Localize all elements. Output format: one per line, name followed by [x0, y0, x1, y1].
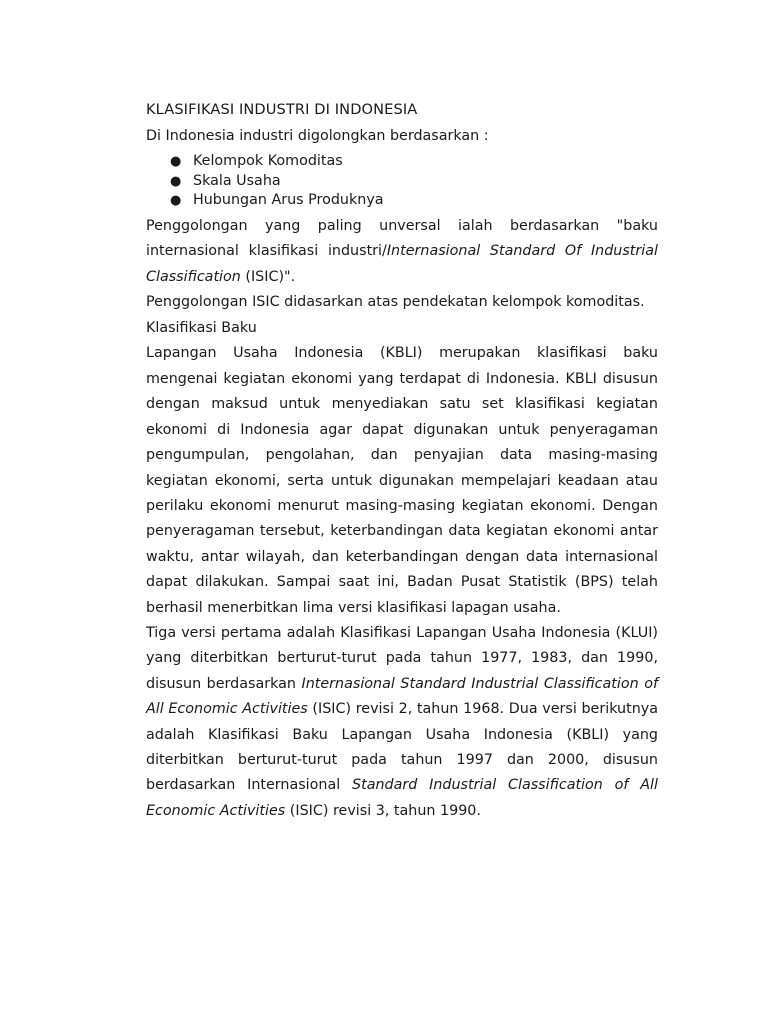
- paragraph-isic-tail: (ISIC)".: [240, 268, 296, 285]
- bullet-icon: ●: [170, 154, 182, 169]
- classification-bullet-list: [146, 152, 658, 211]
- intro-text: Di Indonesia industri digolongkan berdasarkan :: [146, 128, 489, 144]
- bullet-item-label: Skala Usaha: [193, 172, 281, 189]
- paragraph-versions-tail: (ISIC) revisi 3, tahun 1990.: [285, 802, 481, 819]
- bullet-item: [170, 172, 658, 192]
- paragraph-versions-italic: Internasional Standard Industrial Classification of All Economic Activities: [146, 675, 658, 718]
- bullet-item: [170, 152, 658, 172]
- paragraph-isic-definition: [146, 214, 658, 291]
- paragraph-kbli-description: Lapangan Usaha Indonesia (KBLI) merupakan klasifikasi baku mengenai kegiatan ekonomi yang terdapat di Indonesia. KBLI disusun dengan maksud untuk menyediakan satu set klasifikasi kegiatan ekonomi di Indonesia agar dapat digunakan untuk penyeragaman pengumpulan, pengolahan, dan penyajian data masing-masing kegiatan ekonomi, serta untuk digunakan mempelajari keadaan atau perilaku ekonomi menurut masing-masing kegiatan ekonomi. Dengan penyeragaman tersebut, keterbandingan data kegiatan ekonomi antar waktu, antar wilayah, dan keterbandingan dengan data internasional dapat dilakukan. Sampai saat ini, Badan Pusat Statistik (BPS) telah berhasil menerbitkan lima versi klasifikasi lapagan usaha.: [146, 345, 658, 616]
- bullet-item-label: Kelompok Komoditas: [193, 153, 343, 169]
- paragraph-versions-italic: Standard Industrial Classification of All Economic Activities: [146, 777, 658, 819]
- document-heading: KLASIFIKASI INDUSTRI DI INDONESIA: [146, 101, 418, 118]
- bullet-icon: ●: [170, 173, 182, 189]
- paragraph-isic-italic: Internasional Standard Of Industrial Classification: [146, 243, 658, 285]
- paragraph-isic-basis: Penggolongan ISIC didasarkan atas pendekatan kelompok komoditas.: [146, 294, 645, 311]
- paragraph-versions-text: (ISIC) revisi 2, tahun 1968. Dua versi berikutnya adalah Klasifikasi Baku Lapangan Usaha Indonesia (KBLI) yang diterbitkan berturut-turut pada tahun 1997 dan 2000, disusun berdasarkan Internasional: [146, 701, 658, 794]
- bullet-item-label: Hubungan Arus Produknya: [193, 192, 384, 208]
- bullet-item: [170, 191, 658, 211]
- paragraph-kbli-versions: [146, 621, 658, 824]
- paragraph-versions-text: Tiga versi pertama adalah Klasifikasi Lapangan Usaha Indonesia (KLUI) yang diterbitkan berturut-turut pada tahun 1977, 1983, dan 1990, disusun berdasarkan: [146, 624, 658, 692]
- bullet-icon: ●: [170, 193, 182, 208]
- paragraph-klasifikasi-baku-title: Klasifikasi Baku: [146, 319, 257, 336]
- paragraph-isic-text: Penggolongan yang paling unversal ialah berdasarkan "baku internasional klasifikasi industri/: [146, 217, 658, 260]
